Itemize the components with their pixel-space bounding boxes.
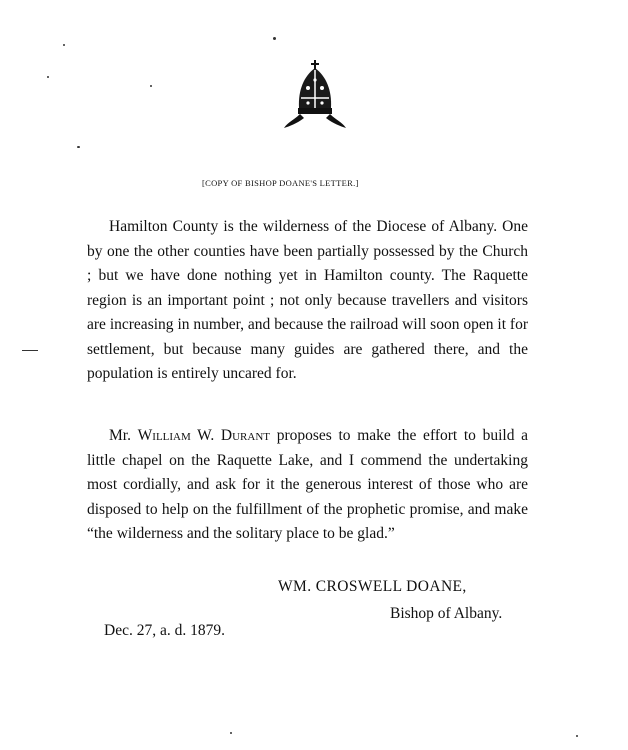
paragraph-2 [87, 424, 528, 547]
paragraph-2-prefix: Mr. [109, 427, 131, 444]
paragraph-2-text: proposes to make the effort to build a little chapel on the Raquette Lake, and I commend the undertaking most cordially, and ask for it the generous interest of those who are disposed to help on the fulfillment of the prophetic promise, and make “the wilderness and the solitary place to be glad.” [87, 427, 529, 542]
scan-speck [230, 732, 232, 734]
scan-speck [77, 146, 80, 148]
signature-name: WM. CROSWELL DOANE, [278, 578, 467, 595]
scan-speck [63, 44, 65, 46]
scan-speck [47, 76, 49, 78]
bishop-mitre-icon [282, 58, 348, 132]
paragraph-2-person-name: William W. Durant [137, 427, 271, 444]
scan-speck [150, 85, 152, 87]
scan-speck [273, 37, 276, 40]
paragraph-1: Hamilton County is the wilderness of the Diocese of Albany. One by one the other counties have been partially possessed by the Church ; but we have done nothing yet in Hamilton county. The Raquette region is an important point ; not only because travellers and visitors are increasing in number, and because the railroad will soon open it for settlement, but because many guides are gathered there, and the population is entirely uncared for. [87, 218, 528, 382]
letter-date: Dec. 27, a. d. 1879. [104, 622, 225, 639]
scan-speck [576, 735, 578, 737]
letter-heading: [COPY OF BISHOP DOANE'S LETTER.] [202, 178, 359, 188]
scan-speck [22, 350, 38, 351]
signature-title: Bishop of Albany. [390, 605, 503, 622]
